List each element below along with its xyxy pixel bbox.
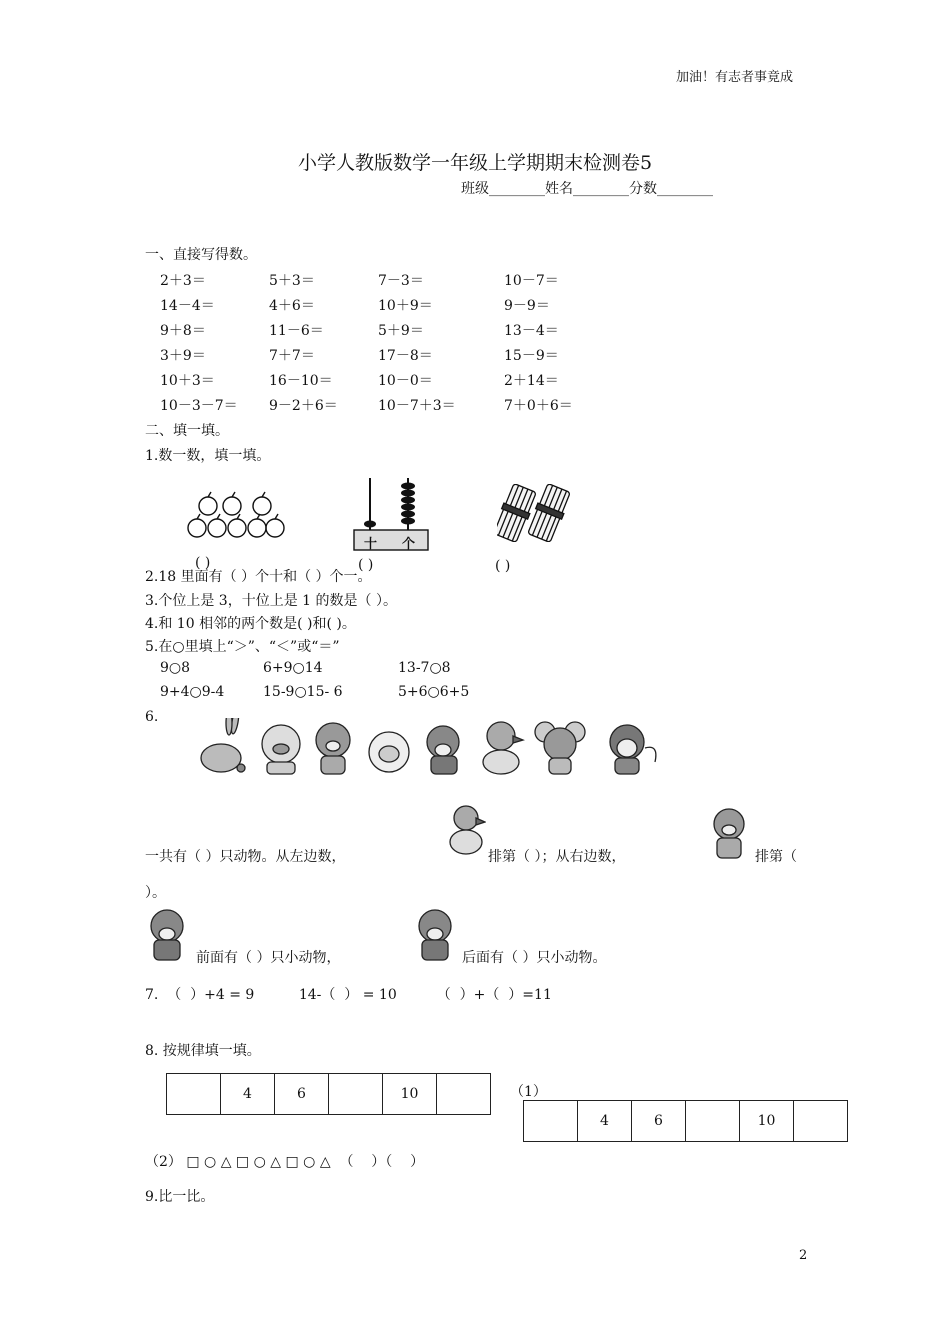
calc-item: 15－9＝	[504, 348, 559, 364]
answer-paren-apples: ( )	[195, 555, 211, 571]
abacus-label-tens: 十	[364, 537, 378, 552]
compare-item: 5+6○6+5	[398, 684, 470, 700]
calc-item: 7＋7＝	[269, 348, 315, 364]
compare-item: 13-7○8	[398, 660, 451, 676]
pattern-cell[interactable]	[167, 1074, 221, 1115]
q6-close-text: ）。	[145, 885, 166, 901]
calc-item: 2＋3＝	[160, 273, 206, 289]
chick-icon	[446, 802, 486, 858]
student-info: 班级________姓名________分数________	[461, 181, 713, 197]
calc-item: 3＋9＝	[160, 348, 206, 364]
calc-item: 7＋0＋6＝	[504, 398, 573, 414]
pig-icon	[262, 725, 300, 774]
q6-front-text: 前面有（ ）只小动物，	[196, 950, 341, 966]
pattern-cell: 4	[221, 1074, 275, 1115]
q6-total-text: 一共有（ ）只动物。从左边数，	[145, 849, 346, 865]
question-9: 9.比一比。	[145, 1189, 215, 1205]
page-title: 小学人教版数学一年级上学期期末检测卷5	[297, 152, 653, 174]
question-8: 8. 按规律填一填。	[145, 1043, 261, 1059]
calc-item: 9－2＋6＝	[269, 398, 338, 414]
rabbit-icon	[201, 718, 245, 772]
answer-paren-sticks: ( )	[495, 558, 511, 574]
calc-item: 10＋9＝	[378, 298, 433, 314]
chick-icon	[483, 722, 523, 774]
pattern-cell: 10	[383, 1074, 437, 1115]
pattern-cell: 6	[632, 1101, 686, 1142]
q6-left-rank-text: 排第（ ）；从右边数，	[488, 849, 626, 865]
section2-heading: 二、填一填。	[145, 423, 229, 439]
pattern-shapes-row: （2） □ ○ △ □ ○ △ □ ○ △ （ ）（ ）	[145, 1154, 425, 1170]
cow-icon	[410, 904, 460, 962]
compare-item: 9+4○9-4	[160, 684, 225, 700]
calc-item: 14－4＝	[160, 298, 215, 314]
mouse-icon	[535, 722, 585, 774]
calc-item: 13－4＝	[504, 323, 559, 339]
compare-item: 15-9○15- 6	[263, 684, 343, 700]
question-1: 1.数一数，填一填。	[145, 448, 271, 464]
pattern-cell: 6	[275, 1074, 329, 1115]
tiger-icon	[316, 723, 350, 774]
section1-heading: 一、直接写得数。	[145, 247, 257, 263]
question-6: 6.	[145, 709, 159, 725]
calc-item: 5＋3＝	[269, 273, 315, 289]
pattern-cell: 10	[740, 1101, 794, 1142]
question-2: 2.18 里面有（ ）个十和（ ）个一。	[145, 569, 372, 585]
calc-item: 10＋3＝	[160, 373, 215, 389]
cow-icon	[142, 904, 192, 962]
pattern-label-1: （1）	[510, 1084, 547, 1100]
calc-item: 10－0＝	[378, 373, 433, 389]
page-number: 2	[799, 1248, 808, 1263]
calc-item: 17－8＝	[378, 348, 433, 364]
compare-item: 9○8	[160, 660, 191, 676]
calc-item: 2＋14＝	[504, 373, 559, 389]
pattern-cell[interactable]	[794, 1101, 848, 1142]
q6-right-rank-text: 排第（	[755, 849, 797, 865]
cow-icon	[427, 726, 459, 774]
question-3: 3.个位上是 3，十位上是 1 的数是（ ）。	[145, 593, 397, 609]
stick-bundles-picture	[497, 484, 573, 542]
calc-item: 10－7＝	[504, 273, 559, 289]
calc-item: 11－6＝	[269, 323, 324, 339]
tiger-icon	[707, 806, 751, 860]
pattern-table-2	[523, 1100, 848, 1142]
question-5: 5.在○里填上“＞”、“＜”或“＝”	[145, 639, 340, 655]
monkey-icon	[610, 725, 656, 774]
pattern-cell[interactable]	[686, 1101, 740, 1142]
question-4: 4.和 10 相邻的两个数是( )和( )。	[145, 616, 356, 632]
pattern-cell[interactable]	[329, 1074, 383, 1115]
q6-behind-text: 后面有（ ）只小动物。	[462, 950, 607, 966]
abacus-label-ones: 个	[402, 537, 416, 552]
apples-picture	[186, 488, 286, 544]
calc-item: 10－7＋3＝	[378, 398, 456, 414]
calc-item: 4＋6＝	[269, 298, 315, 314]
calc-item: 7－3＝	[378, 273, 424, 289]
calc-item: 9－9＝	[504, 298, 550, 314]
calc-item: 10－3－7＝	[160, 398, 238, 414]
pattern-cell[interactable]	[524, 1101, 578, 1142]
pattern-cell: 4	[578, 1101, 632, 1142]
calc-item: 16－10＝	[269, 373, 333, 389]
pattern-cell[interactable]	[437, 1074, 491, 1115]
pattern-table-1	[166, 1073, 491, 1115]
sheep-icon	[369, 732, 409, 772]
compare-item: 6+9○14	[263, 660, 323, 676]
calc-item: 5＋9＝	[378, 323, 424, 339]
calc-item: 9＋8＝	[160, 323, 206, 339]
header-motto: 加油！有志者事竟成	[676, 70, 794, 85]
question-7: 7. （ ）+4 = 9 14-（ ） = 10 （ ）+（ ）=11	[145, 987, 552, 1003]
animals-row	[193, 718, 663, 780]
answer-paren-abacus: ( )	[358, 557, 374, 573]
